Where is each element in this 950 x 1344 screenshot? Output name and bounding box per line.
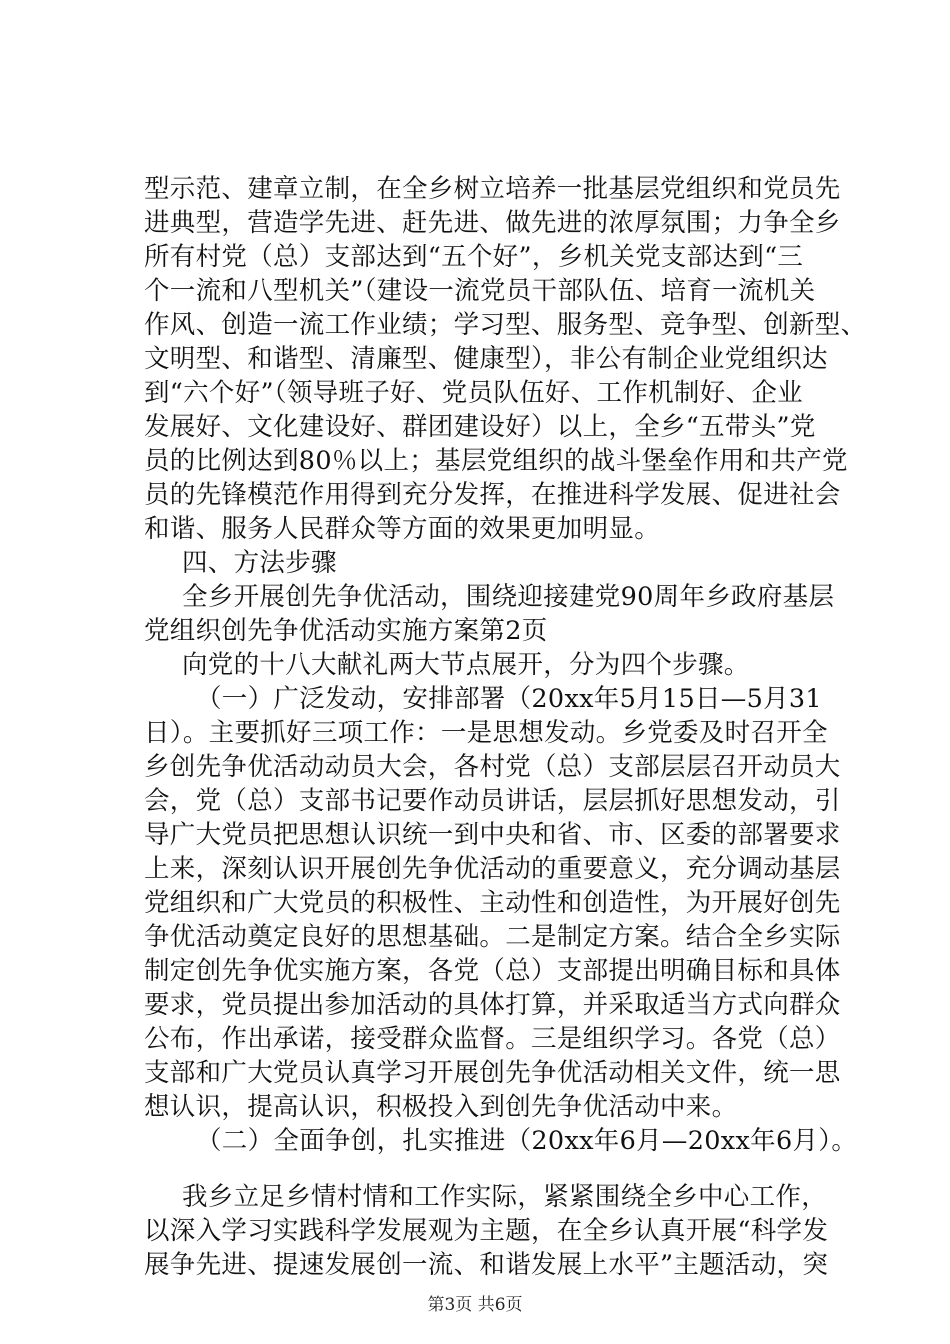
text-line: （二）全面争创，扎实推进（20xx年6月—20xx年6月）。 xyxy=(196,1126,858,1156)
text-line: 发展好、文化建设好、群团建设好）以上，全乡“五带头”党 xyxy=(144,412,816,442)
text-line: 文明型、和谐型、清廉型、健康型），非公有制企业党组织达 xyxy=(144,344,828,374)
text-line: 和谐、服务人民群众等方面的效果更加明显。 xyxy=(144,514,661,544)
text-line: 进典型，营造学先进、赶先进、做先进的浓厚氛围；力争全乡 xyxy=(144,208,841,238)
text-line: 想认识，提高认识，积极投入到创先争优活动中来。 xyxy=(144,1092,738,1122)
text-line: 型示范、建章立制，在全乡树立培养一批基层党组织和党员先 xyxy=(144,174,841,204)
text-line: 以深入学习实践科学发展观为主题，在全乡认真开展“科学发 xyxy=(144,1216,829,1246)
text-line: 日）。主要抓好三项工作：一是思想发动。乡党委及时召开全 xyxy=(144,718,828,748)
text-line: 员的先锋模范作用得到充分发挥，在推进科学发展、促进社会 xyxy=(144,480,841,510)
text-line: 制定创先争优实施方案，各党（总）支部提出明确目标和具体 xyxy=(144,956,841,986)
text-line: 导广大党员把思想认识统一到中央和省、市、区委的部署要求 xyxy=(144,820,841,850)
section-heading: 四、方法步骤 xyxy=(182,548,337,578)
text-line: 所有村党（总）支部达到“五个好”，乡机关党支部达到“三 xyxy=(144,242,804,272)
text-line: 员的比例达到80％以上；基层党组织的战斗堡垒作用和共产党 xyxy=(144,446,848,476)
text-line: 党组织创先争优活动实施方案第2页 xyxy=(144,616,548,646)
text-line: 展争先进、提速发展创一流、和谐发展上水平”主题活动，突 xyxy=(144,1250,829,1280)
text-line: 乡创先争优活动动员大会，各村党（总）支部层层召开动员大 xyxy=(144,752,841,782)
text-line: （一）广泛发动，安排部署（20xx年5月15日—5月31 xyxy=(196,684,822,714)
text-line: 我乡立足乡情村情和工作实际，紧紧围绕全乡中心工作， xyxy=(182,1182,828,1212)
text-line: 要求，党员提出参加活动的具体打算，并采取适当方式向群众 xyxy=(144,990,841,1020)
text-line: 支部和广大党员认真学习开展创先争优活动相关文件，统一思 xyxy=(144,1058,841,1088)
text-line: 党组织和广大党员的积极性、主动性和创造性，为开展好创先 xyxy=(144,888,841,918)
text-line: 到“六个好”（领导班子好、党员队伍好、工作机制好、企业 xyxy=(144,378,803,408)
text-line: 公布，作出承诺，接受群众监督。三是组织学习。各党（总） xyxy=(144,1024,841,1054)
text-line: 个一流和八型机关”（建设一流党员干部队伍、培育一流机关 xyxy=(144,276,816,306)
text-line: 全乡开展创先争优活动，围绕迎接建党90周年乡政府基层 xyxy=(182,582,835,612)
text-line: 会，党（总）支部书记要作动员讲话，层层抓好思想发动，引 xyxy=(144,786,841,816)
text-line: 上来，深刻认识开展创先争优活动的重要意义，充分调动基层 xyxy=(144,854,841,884)
text-line: 争优活动奠定良好的思想基础。二是制定方案。结合全乡实际 xyxy=(144,922,841,952)
text-line: 作风、创造一流工作业绩；学习型、服务型、竞争型、创新型、 xyxy=(144,310,867,340)
text-line: 向党的十八大献礼两大节点展开，分为四个步骤。 xyxy=(182,650,750,680)
page-footer: 第3页 共6页 xyxy=(427,1295,523,1315)
